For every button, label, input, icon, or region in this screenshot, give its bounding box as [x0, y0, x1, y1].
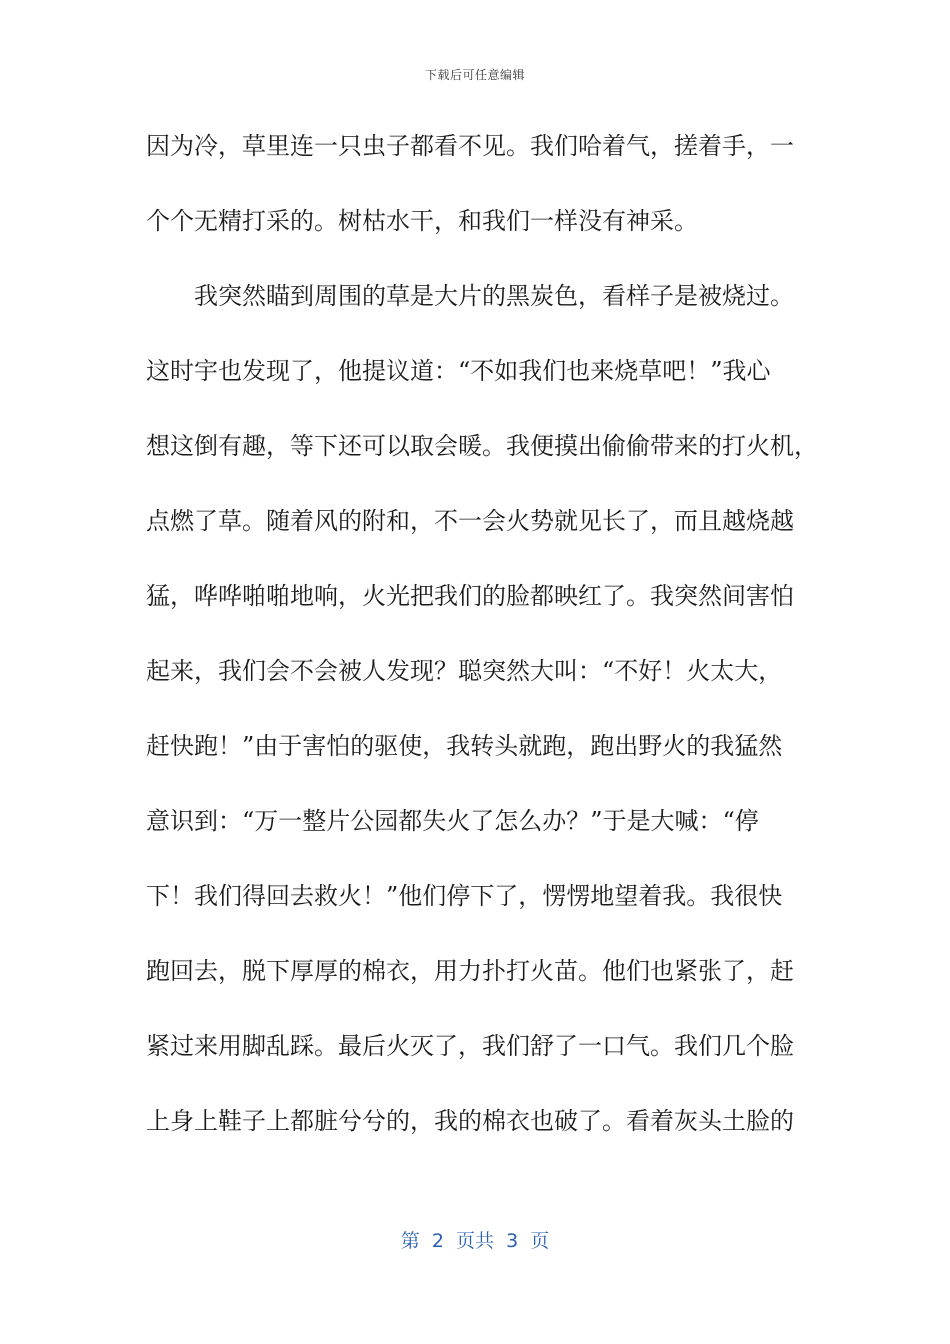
text-line: 跑回去，脱下厚厚的棉衣，用力扑打火苗。他们也紧张了，赶 — [146, 957, 794, 985]
body-text — [146, 126, 818, 1176]
text-line: 个个无精打采的。树枯水干，和我们一样没有神采。 — [146, 207, 698, 235]
text-line: 猛，哗哗啪啪地响，火光把我们的脸都映红了。我突然间害怕 — [146, 582, 794, 610]
text-line: 紧过来用脚乱踩。最后火灭了，我们舒了一口气。我们几个脸 — [146, 1032, 794, 1060]
text-line: 上身上鞋子上都脏兮兮的，我的棉衣也破了。看着灰头土脸的 — [146, 1107, 794, 1135]
text-line: 因为冷，草里连一只虫子都看不见。我们哈着气，搓着手，一 — [146, 132, 794, 160]
text-line: 这时宇也发现了，他提议道：“不如我们也来烧草吧！”我心 — [146, 357, 771, 385]
text-line-paragraph-start: 我突然瞄到周围的草是大片的黑炭色，看样子是被烧过。 — [194, 282, 794, 310]
text-line: 想这倒有趣，等下还可以取会暖。我便摸出偷偷带来的打火机， — [146, 432, 818, 460]
text-line: 赶快跑！”由于害怕的驱使，我转头就跑，跑出野火的我猛然 — [146, 732, 783, 760]
page-header-note: 下载后可任意编辑 — [424, 68, 525, 82]
text-line: 下！我们得回去救火！”他们停下了，愣愣地望着我。我很快 — [146, 882, 783, 910]
text-line: 起来，我们会不会被人发现？聪突然大叫：“不好！火太大， — [146, 657, 783, 685]
text-line: 意识到：“万一整片公园都失火了怎么办？”于是大喊：“停 — [146, 807, 759, 835]
text-line: 点燃了草。随着风的附和，不一会火势就见长了，而且越烧越 — [146, 507, 794, 535]
page-number-footer: 第 2 页共 3 页 — [400, 1230, 550, 1252]
